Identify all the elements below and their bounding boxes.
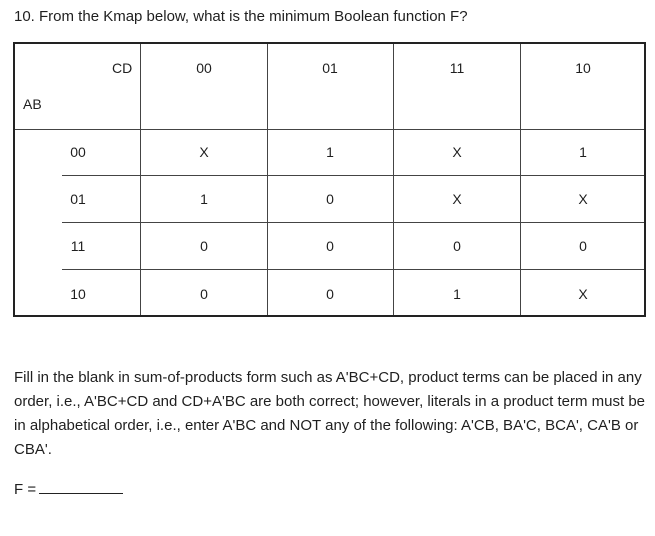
row-header: 01 <box>70 191 86 207</box>
kmap-grid-line <box>62 269 644 270</box>
question-text: 10. From the Kmap below, what is the minimum Boolean function F? <box>14 8 468 25</box>
kmap-grid-line <box>15 129 644 130</box>
answer-label: F = <box>14 481 37 498</box>
kmap-grid-line <box>62 175 644 176</box>
row-variable-label: AB <box>23 96 42 112</box>
kmap-grid-line <box>267 44 268 315</box>
kmap-cell: X <box>578 191 588 207</box>
kmap-cell: 1 <box>453 286 461 302</box>
kmap-table <box>13 42 646 317</box>
column-variable-label: CD <box>112 60 133 76</box>
kmap-cell: X <box>578 286 588 302</box>
row-header: 00 <box>70 144 86 160</box>
column-header: 01 <box>322 60 338 76</box>
kmap-cell: 0 <box>579 238 587 254</box>
row-header: 10 <box>70 286 86 302</box>
row-header: 11 <box>70 238 86 254</box>
kmap-cell: 0 <box>326 238 334 254</box>
column-header: 10 <box>575 60 591 76</box>
kmap-cell: 0 <box>453 238 461 254</box>
kmap-grid-line <box>140 44 141 315</box>
column-header: 11 <box>449 60 465 76</box>
instructions-text: Fill in the blank in sum-of-products form such as A'BC+CD, product terms can be placed in any order, i.e., A'BC+CD and CD+A'BC are both correct; however, literals in a product term must be in alphabetical order, i.e., enter A'BC and NOT any of the following: A'CB, BA'C, BCA', CA'B or CBA'. <box>14 369 646 458</box>
kmap-cell: 0 <box>200 286 208 302</box>
kmap-cell: 0 <box>326 286 334 302</box>
answer-line <box>14 479 123 499</box>
kmap-cell: 1 <box>326 144 334 160</box>
answer-blank-input[interactable] <box>39 479 123 494</box>
kmap-cell: X <box>452 191 462 207</box>
kmap-grid-line <box>62 222 644 223</box>
kmap-grid-line <box>520 44 521 315</box>
kmap-grid-line <box>393 44 394 315</box>
kmap-cell: 0 <box>326 191 334 207</box>
kmap-cell: X <box>199 144 209 160</box>
kmap-cell: 1 <box>579 144 587 160</box>
column-header: 00 <box>196 60 212 76</box>
kmap-cell: 0 <box>200 238 208 254</box>
kmap-cell: X <box>452 144 462 160</box>
kmap-cell: 1 <box>200 191 208 207</box>
